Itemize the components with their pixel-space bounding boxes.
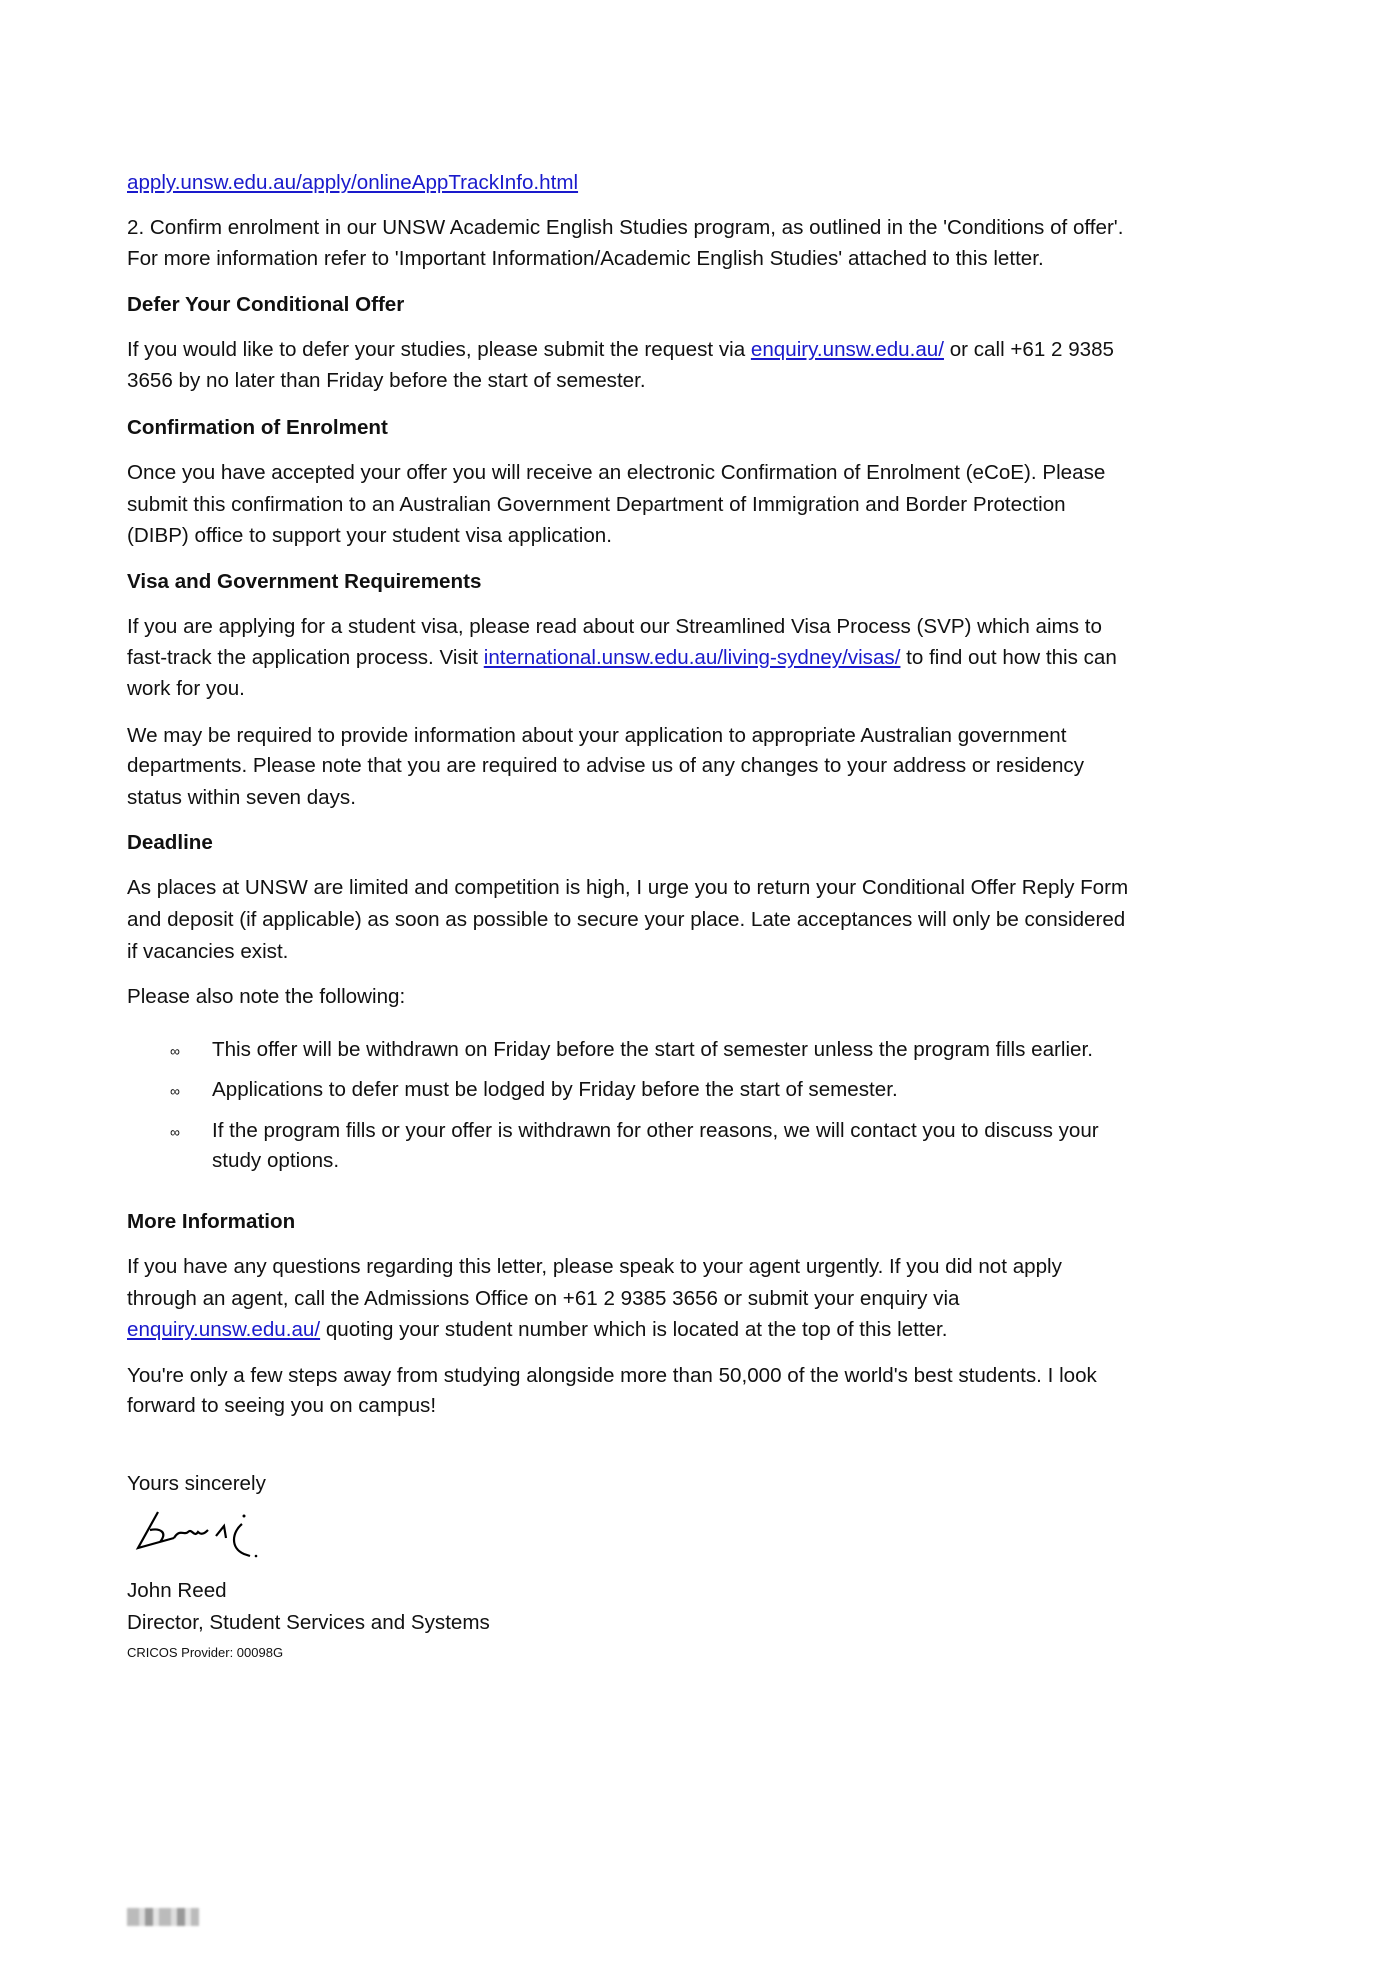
- signatory-name: John Reed: [127, 1579, 227, 1602]
- bullet-icon: ∞: [170, 1083, 180, 1099]
- text: If you would like to defer your studies, please submit the request via: [127, 338, 751, 361]
- paragraph-line: Please also note the following:: [127, 985, 406, 1008]
- paragraph-line: 3656 by no later than Friday before the start of semester.: [127, 369, 646, 392]
- text: fast-track the application process. Visit: [127, 646, 484, 669]
- paragraph-line: forward to seeing you on campus!: [127, 1394, 437, 1417]
- enquiry-link[interactable]: enquiry.unsw.edu.au/: [127, 1318, 321, 1341]
- cricos-provider: CRICOS Provider: 00098G: [127, 1645, 284, 1660]
- paragraph-line: If you have any questions regarding this letter, please speak to your agent urgently. If you did not apply: [127, 1255, 1062, 1278]
- paragraph-line: You're only a few steps away from studying alongside more than 50,000 of the world's best students. I look: [127, 1364, 1097, 1387]
- section-heading-deadline: Deadline: [127, 831, 213, 854]
- list-item: This offer will be withdrawn on Friday before the start of semester unless the program fills earlier.: [212, 1038, 1093, 1061]
- paragraph-line: departments. Please note that you are required to advise us of any changes to your address or residency: [127, 754, 1085, 777]
- application-tracking-link[interactable]: apply.unsw.edu.au/apply/onlineAppTrackInfo.html: [127, 171, 579, 194]
- bullet-icon: ∞: [170, 1124, 180, 1140]
- paragraph-line: through an agent, call the Admissions Office on +61 2 9385 3656 or submit your enquiry via: [127, 1287, 960, 1310]
- signature-image: [130, 1508, 280, 1568]
- section-heading-visa: Visa and Government Requirements: [127, 570, 482, 593]
- text: to find out how this can: [900, 646, 1117, 669]
- paragraph-line: submit this confirmation to an Australian Government Department of Immigration and Border Protection: [127, 493, 1066, 516]
- paragraph-line: If you are applying for a student visa, please read about our Streamlined Visa Process (SVP) which aims to: [127, 615, 1102, 638]
- salutation: Yours sincerely: [127, 1472, 266, 1495]
- paragraph-line: [127, 646, 1117, 670]
- bullet-icon: ∞: [170, 1043, 180, 1059]
- list-item: If the program fills or your offer is withdrawn for other reasons, we will contact you to discuss your: [212, 1119, 1099, 1142]
- paragraph-line: As places at UNSW are limited and competition is high, I urge you to return your Conditional Offer Reply Form: [127, 876, 1129, 899]
- list-item-continuation: study options.: [212, 1149, 340, 1172]
- signatory-title: Director, Student Services and Systems: [127, 1611, 490, 1634]
- section-heading-more-information: More Information: [127, 1210, 296, 1233]
- paragraph-line: For more information refer to 'Important Information/Academic English Studies' attached to this letter.: [127, 247, 1044, 270]
- section-heading-confirmation: Confirmation of Enrolment: [127, 416, 388, 439]
- paragraph-line: and deposit (if applicable) as soon as possible to secure your place. Late acceptances will only be considered: [127, 908, 1126, 931]
- section-heading-defer: Defer Your Conditional Offer: [127, 293, 405, 316]
- paragraph-line: work for you.: [127, 677, 245, 700]
- paragraph-line: 2. Confirm enrolment in our UNSW Academic English Studies program, as outlined in the 'Conditions of offer'.: [127, 216, 1124, 239]
- visas-link[interactable]: international.unsw.edu.au/living-sydney/visas/: [483, 646, 901, 669]
- paragraph-line: [127, 338, 1114, 362]
- paragraph-line: if vacancies exist.: [127, 940, 289, 963]
- paragraph-line: status within seven days.: [127, 786, 356, 809]
- text: or call +61 2 9385: [943, 338, 1115, 361]
- paragraph-line: (DIBP) office to support your student visa application.: [127, 524, 612, 547]
- text: quoting your student number which is located at the top of this letter.: [320, 1318, 948, 1341]
- paragraph-line: Once you have accepted your offer you will receive an electronic Confirmation of Enrolment (eCoE). Please: [127, 461, 1106, 484]
- enquiry-link[interactable]: enquiry.unsw.edu.au/: [750, 338, 944, 361]
- list-item: Applications to defer must be lodged by Friday before the start of semester.: [212, 1078, 898, 1101]
- redacted-footer: [127, 1908, 199, 1926]
- paragraph-line: [127, 1318, 947, 1342]
- paragraph-line: We may be required to provide information about your application to appropriate Australian government: [127, 724, 1067, 747]
